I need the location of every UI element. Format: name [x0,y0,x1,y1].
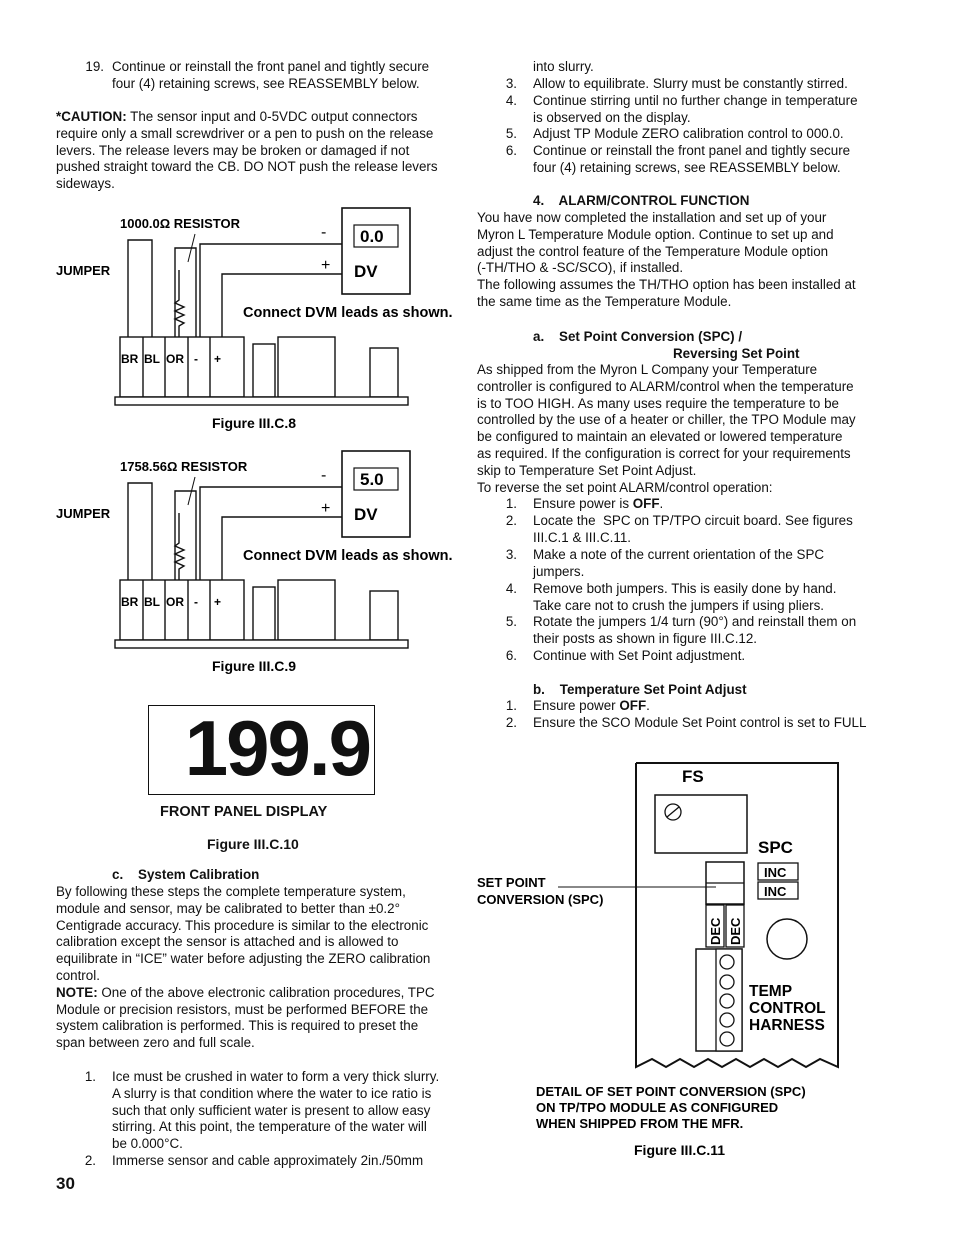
connect-instruction: Connect DVM leads as shown. [243,548,453,564]
step-number: 4. [505,581,517,596]
step-text: Make a note of the current orientation of the SPC jumpers. [533,547,825,579]
terminal-block [115,580,408,648]
step-text: Ensure power is OFF. [533,496,664,511]
dec-label-2: DEC [728,917,743,945]
setpoint-knob [767,919,807,959]
fs-label: FS [682,767,704,786]
dvm-reading: 0.0 [360,227,384,246]
step-text: Rotate the jumpers 1/4 turn (90°) and reinstall them on their posts as shown in figure III.C.12. [533,614,857,646]
step-text: Adjust TP Module ZERO calibration control to 000.0. [533,126,844,141]
section-4-title: 4. ALARM/CONTROL FUNCTION [533,193,750,208]
front-panel-label: FRONT PANEL DISPLAY [160,804,328,820]
terminal-or: OR [166,352,184,366]
jumper-label: JUMPER [56,263,111,278]
terminal-plus: + [214,352,222,366]
step-text: Allow to equilibrate. Slurry must be constantly stirred. [533,76,848,91]
section-c-title: c. System Calibration [112,867,260,882]
step-number: 3. [505,547,517,562]
terminal-plus: + [214,595,222,609]
terminal-bl: BL [144,352,160,366]
step-number: 5. [505,614,517,629]
harness-label-1: TEMP [749,983,793,1000]
spc-callout-1: SET POINT [477,875,546,890]
connect-instruction: Connect DVM leads as shown. [243,305,453,321]
step-text: Continue stirring until no further change in temperature is observed on the display. [533,93,858,125]
resistor [175,270,184,337]
step-text: Continue with Set Point adjustment. [533,648,746,663]
step-number: 6. [505,143,517,158]
section-4-paragraph: You have now completed the installation and set up of your Myron L Temperature Module option. Continue to set up and adjust the control feature of the Temperature Module option (-TH/THO & -SC/SCO), if installed. The following assumes the TH/THO option has been installed at the same time as the Temperature Module. [477,210,856,309]
caution-paragraph: *CAUTION: The sensor input and 0-5VDC output connectors require only a small screwdriver or a pen to push on the release levers. The release levers may be broken or damaged if not pushed straight toward the CB. DO NOT push the release levers sideways. [56,109,438,192]
section-b-title: b. Temperature Set Point Adjust [533,682,747,697]
jumper-wire [128,483,196,580]
step-number: 19. [85,59,104,74]
step-number: 2. [505,715,517,730]
step-text: Remove both jumpers. This is easily done by hand. Take care not to crush the jumpers if using pliers. [533,581,837,613]
step-text: Ensure the SCO Module Set Point control is set to FULL [533,715,867,730]
step-number: 5. [505,126,517,141]
page-number: 30 [56,1174,75,1193]
caution-label: *CAUTION: [56,109,127,124]
detail-line-1: DETAIL OF SET POINT CONVERSION (SPC) [536,1084,806,1099]
figure-caption: Figure III.C.9 [212,658,297,674]
minus-sign: - [321,467,327,484]
dvm-reading: 5.0 [360,470,384,489]
terminal-minus: - [194,595,198,609]
step-text: Immerse sensor and cable approximately 2in./50mm [112,1153,424,1168]
display-readout: 199.9 [184,704,370,792]
screw-icon [665,804,681,820]
step-number: 2. [84,1153,96,1168]
step-text: Continue or reinstall the front panel and tightly secure four (4) retaining screws, see REASSEMBLY below. [112,59,430,91]
dec-label-1: DEC [708,917,723,945]
step-number: 3. [505,76,517,91]
dvm-mode: DV [354,262,378,281]
spc-label: SPC [758,838,793,857]
step-number: 4. [505,93,517,108]
minus-sign: - [321,224,327,241]
step-number: 1. [84,1069,96,1084]
detail-line-3: WHEN SHIPPED FROM THE MFR. [536,1116,744,1131]
section-a-title: a. Set Point Conversion (SPC) / [533,329,743,344]
terminal-br: BR [121,595,139,609]
terminal-br: BR [121,352,139,366]
step-number: 2. [505,513,517,528]
note-label: NOTE: [56,984,98,1000]
figure-caption: Figure III.C.8 [212,415,297,431]
step-number: 1. [505,698,517,713]
figure-iii-c-8 [50,200,480,440]
figure-iii-c-11 [470,755,870,1165]
continued-text: into slurry. [533,59,594,74]
spc-callout-2: CONVERSION (SPC) [477,892,604,907]
terminal-or: OR [166,595,184,609]
dvm-meter [342,451,410,537]
figure-caption-10: Figure III.C.10 [207,836,299,852]
front-panel-display [148,705,375,795]
detail-line-2: ON TP/TPO MODULE AS CONFIGURED [536,1100,779,1115]
jumper-label: JUMPER [56,506,111,521]
terminal-block [115,337,408,405]
section-a-paragraph: As shipped from the Myron L Company your Temperature controller is configured to ALARM/control when the temperature is to TOO HIGH. As many uses require the temperature to be controlled by the use of a heater or chiller, the TPO Module may be configured to maintain an elevated or lowered temperature as required. If the configuration is correct for your requirements skip to Temperature Set Point Adjust. To reverse the set point ALARM/control operation: [477,362,856,495]
figure-caption: Figure III.C.11 [634,1142,726,1158]
terminal-bl: BL [144,595,160,609]
plus-sign: + [321,500,331,517]
step-number: 1. [505,496,517,511]
resistor-label: 1000.0Ω RESISTOR [120,216,241,231]
section-c-paragraph: By following these steps the complete temperature system, module and sensor, may be calibrated to better than ±0.2° Centigrade accuracy. This procedure is similar to the electronic calibration except the sensor is attached and is allowed to equilibrate in “ICE” water before adjusting the ZERO calibration control. NOTE: One of the above electronic calibration procedures, TPC Module or precision resistors, must be performed BEFORE the system calibration is performed. This is required to preset the span between zero and full scale. [56,884,435,1051]
dvm-mode: DV [354,505,378,524]
harness-label-3: HARNESS [749,1017,825,1034]
inc-label-1: INC [764,865,787,880]
step-text: Continue or reinstall the front panel and tightly secure four (4) retaining screws, see REASSEMBLY below. [533,143,851,175]
dvm-meter [342,208,410,294]
resistor [175,513,184,580]
step-number: 6. [505,648,517,663]
jumper-wire [128,240,196,337]
harness-label-2: CONTROL [749,1000,826,1017]
section-a-subtitle: Reversing Set Point [673,346,800,361]
terminal-minus: - [194,352,198,366]
step-text: Ice must be crushed in water to form a very thick slurry. A slurry is that condition where the water to ice ratio is such that only sufficient water is present to allow easy stirring. At this point, the temperature of the water will be 0.000°C. [112,1069,440,1152]
inc-label-2: INC [764,884,787,899]
step-text: Locate the SPC on TP/TPO circuit board. See figures III.C.1 & III.C.11. [533,513,853,545]
figure-iii-c-9 [50,443,480,683]
step-text: Ensure power OFF. [533,698,650,713]
fs-potentiometer [655,795,747,853]
resistor-label: 1758.56Ω RESISTOR [120,459,248,474]
plus-sign: + [321,257,331,274]
